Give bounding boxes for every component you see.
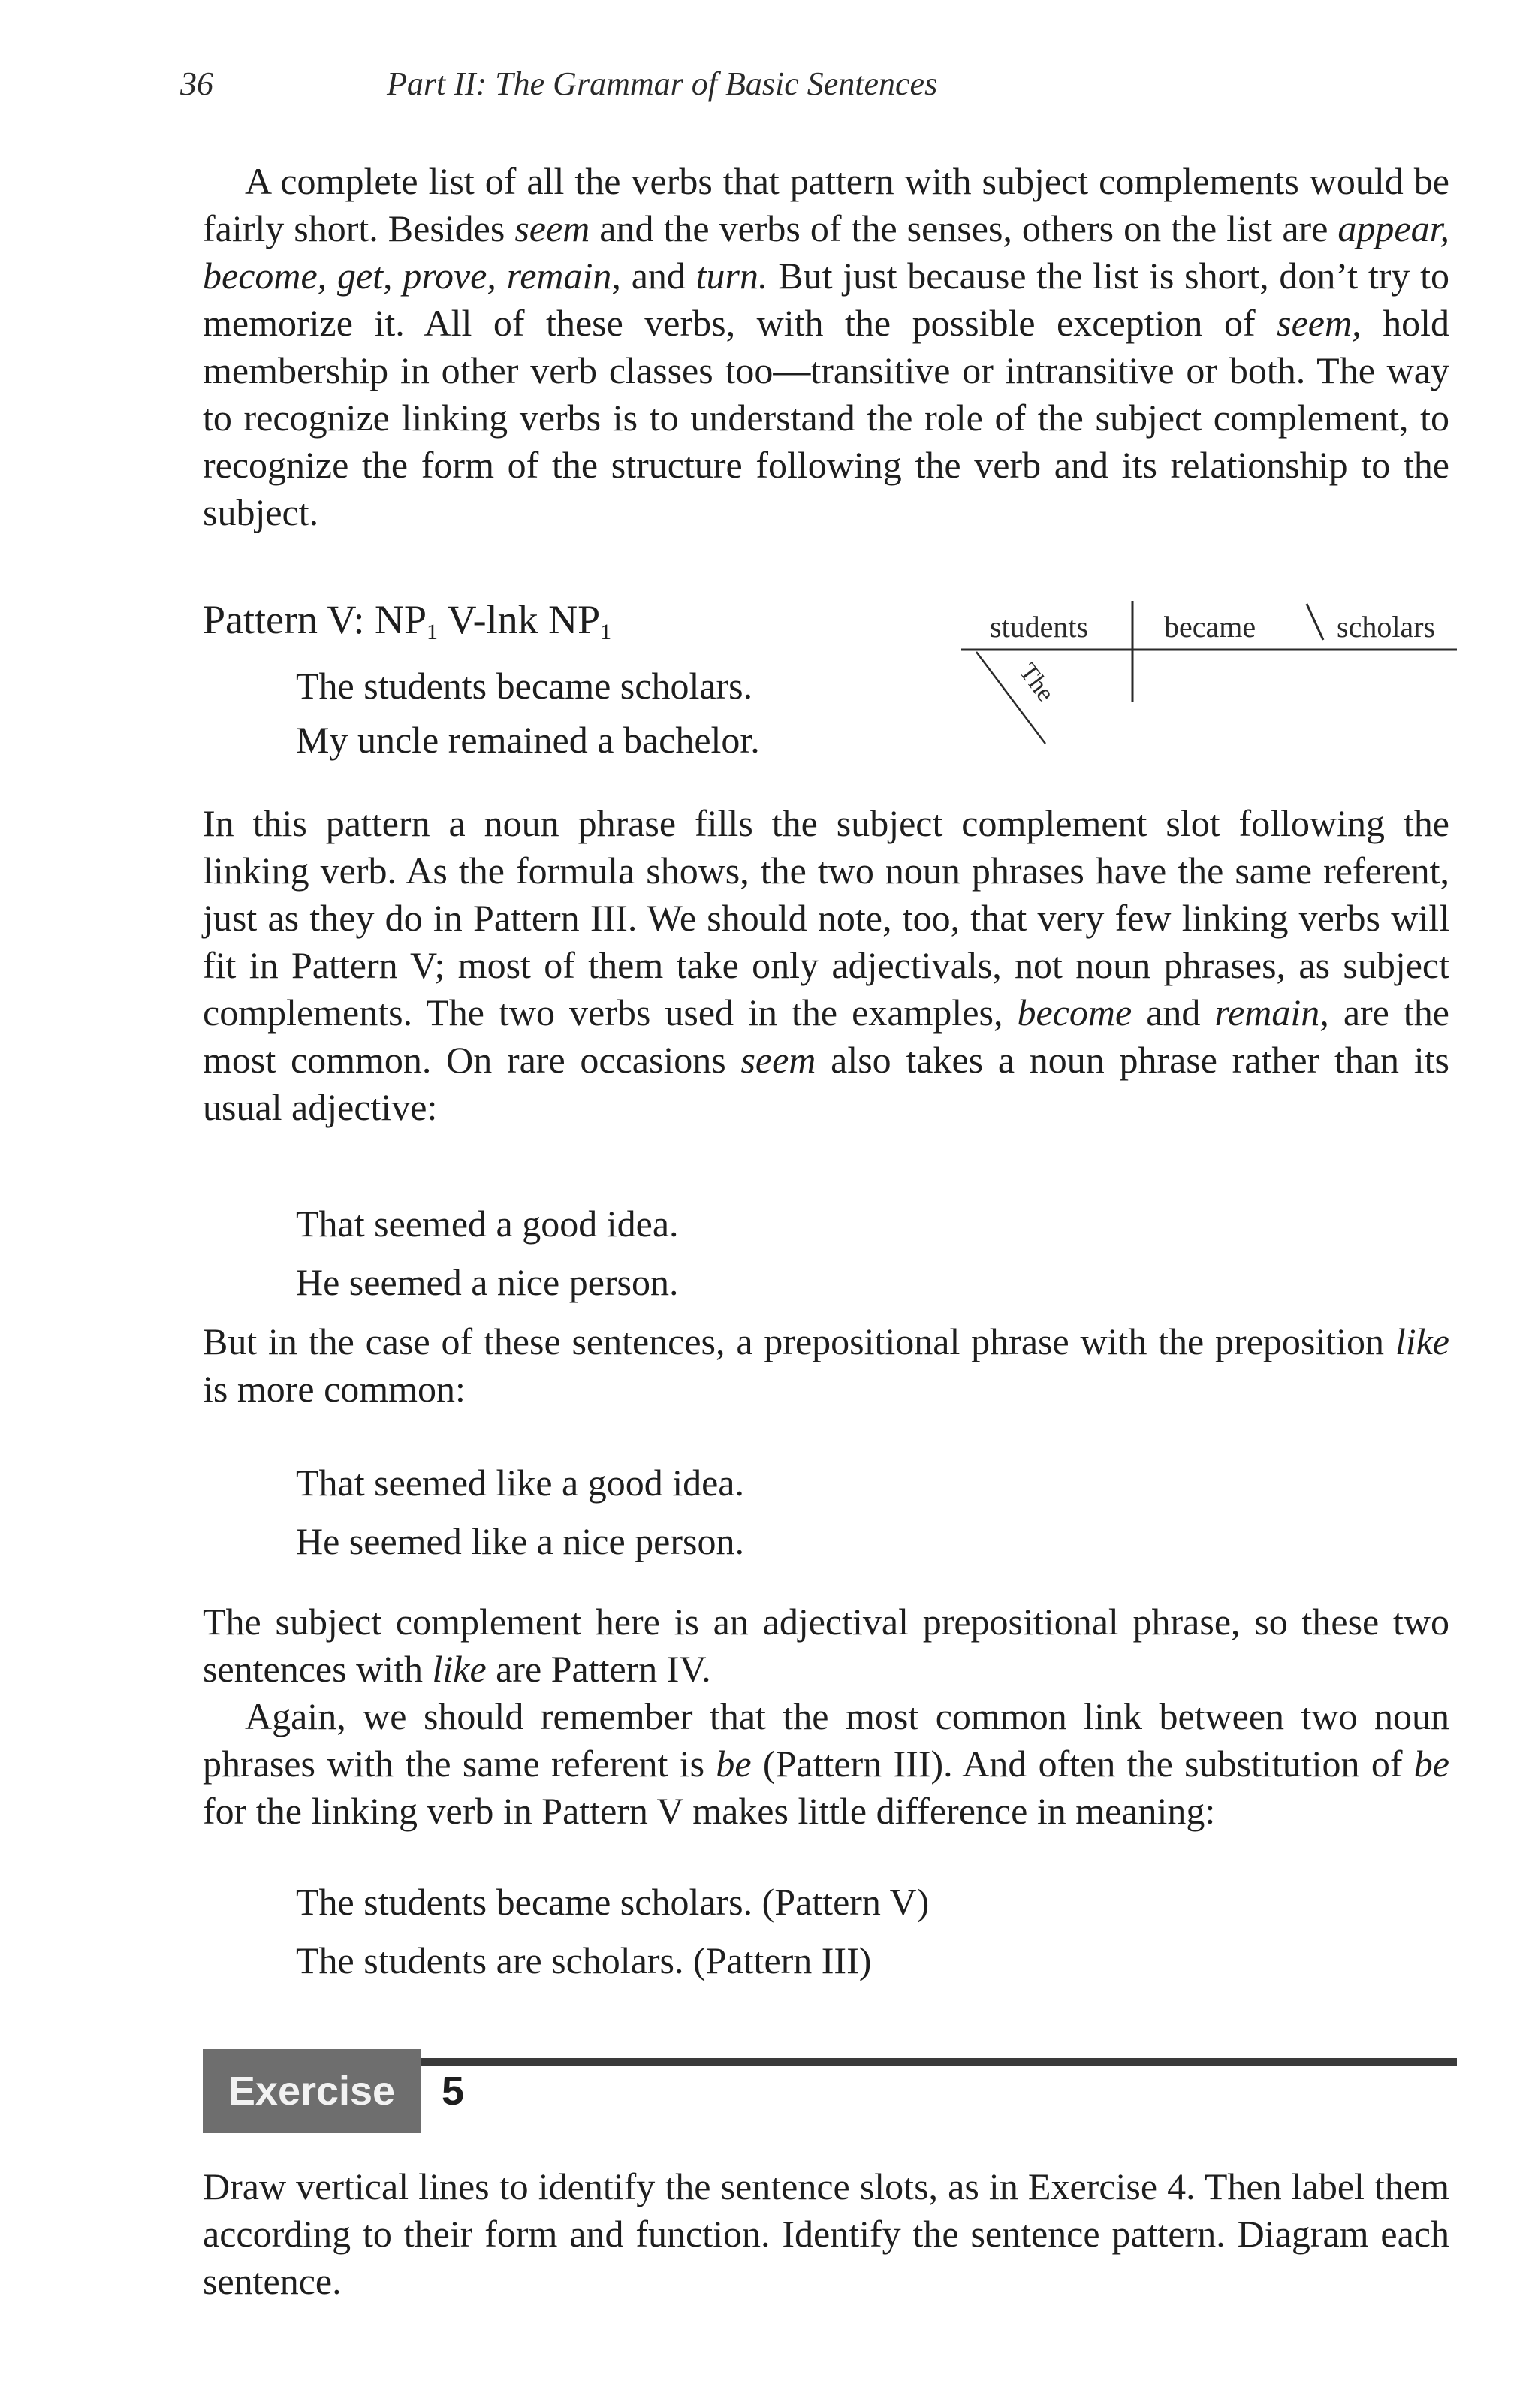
text-run: are the most common. On rare occasions: [203, 991, 1449, 1081]
italic-term: turn.: [695, 255, 768, 297]
text-run: In this pattern a noun phrase fills the subject complement slot following the linking verb. As the formula shows, the two noun phrases have the same referent, just as they do in Pattern III. We should note, too, that very few linking verbs will fit in Pattern V; most of them take only adjectivals, not noun phrases, as subject complements. The two verbs used in the examples,: [203, 802, 1449, 1034]
exercise-text: Draw vertical lines to identify the sentence slots, as in Exercise 4. Then label them according to their form and function. Identify the sentence pattern. Diagram each sentence.: [203, 2165, 1449, 2302]
pattern-v-block: [203, 593, 939, 767]
text-run: for the linking verb in Pattern V makes little difference in meaning:: [203, 1790, 1216, 1832]
text-run: are Pattern IV.: [486, 1648, 711, 1690]
diagram-complement: scholars: [1337, 610, 1436, 644]
sentence-diagram: [961, 593, 1457, 774]
text-run: and: [1132, 991, 1215, 1034]
paragraph-pattern-v-explanation: [203, 800, 1449, 1131]
example-sentence: He seemed a nice person.: [296, 1261, 679, 1303]
example-sentence: That seemed a good idea.: [296, 1202, 679, 1245]
italic-term: like: [432, 1648, 487, 1690]
italic-term: be: [716, 1743, 752, 1785]
paragraph-linking-verbs-list: [203, 158, 1449, 536]
diagram-complement-divider: [1307, 604, 1323, 640]
pattern-v-examples: [203, 659, 939, 767]
exercise-rule: [421, 2058, 1457, 2066]
running-head-title: Part II: The Grammar of Basic Sentences: [387, 65, 938, 102]
paragraph-1: [203, 158, 1449, 536]
diagram-verb: became: [1164, 610, 1256, 644]
diagram-svg: [961, 593, 1457, 774]
italic-term: become: [1017, 991, 1132, 1034]
italic-term: like: [1395, 1320, 1449, 1362]
italic-term: appear,: [1337, 207, 1449, 249]
exercise-number: 5: [442, 2069, 465, 2114]
example-list: [203, 1453, 1449, 1571]
italic-term: be: [1413, 1743, 1449, 1785]
text-run: But just because the list is short, don’t try to memorize it. All of these verbs, with the possible exception of: [203, 255, 1450, 344]
subscript: 1: [600, 620, 612, 644]
exercise-label: Exercise: [203, 2049, 421, 2133]
paragraph-2: [203, 800, 1449, 1131]
exercise-instructions: [203, 2163, 1449, 2305]
running-head: [180, 65, 937, 103]
paragraph-preposition-like: [203, 1318, 1449, 1413]
subscript: 1: [427, 620, 439, 644]
italic-term: seem: [740, 1039, 816, 1081]
text-run: and: [620, 255, 696, 297]
italic-term: seem,: [1277, 302, 1362, 344]
examples-be: [203, 1872, 1449, 1990]
example-list: [203, 1194, 1449, 1311]
text-run: is more common:: [203, 1368, 466, 1410]
text-run: But in the case of these sentences, a prepositional phrase with the preposition: [203, 1320, 1395, 1362]
pattern-v-heading: [203, 593, 939, 659]
paragraphs-pattern-iv-iii: [203, 1598, 1449, 1835]
diagram-modifier: The: [1013, 658, 1060, 708]
text-run: and the verbs of the senses, others on the list are: [590, 207, 1338, 249]
example-sentence: He seemed like a nice person.: [296, 1520, 744, 1562]
pattern-label: Pattern V: NP: [203, 597, 427, 642]
example-list: [203, 1872, 1449, 1990]
example-sentence: The students became scholars.: [296, 665, 753, 707]
diagram-subject: students: [990, 610, 1089, 644]
example-sentence: My uncle remained a bachelor.: [296, 719, 760, 761]
text-run: A complete list of all the verbs that pattern with subject complements would be fairly short. Besides: [203, 160, 1449, 249]
italic-term: become,: [203, 255, 327, 297]
text-run: (Pattern III). And often the substitution of: [751, 1743, 1414, 1785]
text-run: hold membership in other verb classes too—transitive or intransitive or both. The way to recognize linking verbs is to understand the role of the subject complement, to recognize the form of the structure following the verb and its relationship to the subject.: [203, 302, 1449, 533]
text-run: also takes a noun phrase rather than its usual adjective:: [203, 1039, 1449, 1128]
italic-term: remain,: [1214, 991, 1329, 1034]
example-sentence: The students became scholars. (Pattern V): [296, 1881, 930, 1923]
text-run: The subject complement here is an adjectival prepositional phrase, so these two sentences with: [203, 1601, 1449, 1690]
italic-term: prove,: [403, 255, 496, 297]
paragraph-5: [203, 1693, 1449, 1835]
italic-term: remain,: [506, 255, 621, 297]
paragraph-3: [203, 1318, 1449, 1413]
example-sentence: The students are scholars. (Pattern III): [296, 1939, 872, 1981]
examples-seemed: [203, 1194, 1449, 1311]
paragraph-4: [203, 1598, 1449, 1693]
italic-term: seem: [514, 207, 590, 249]
page-number: 36: [180, 65, 213, 102]
examples-like: [203, 1453, 1449, 1571]
example-sentence: That seemed like a good idea.: [296, 1462, 744, 1504]
exercise-header: [203, 2049, 1457, 2139]
italic-term: get,: [336, 255, 393, 297]
pattern-label: V-lnk NP: [438, 597, 601, 642]
text-run: Again, we should remember that the most common link between two noun phrases with the same referent is: [203, 1695, 1449, 1785]
